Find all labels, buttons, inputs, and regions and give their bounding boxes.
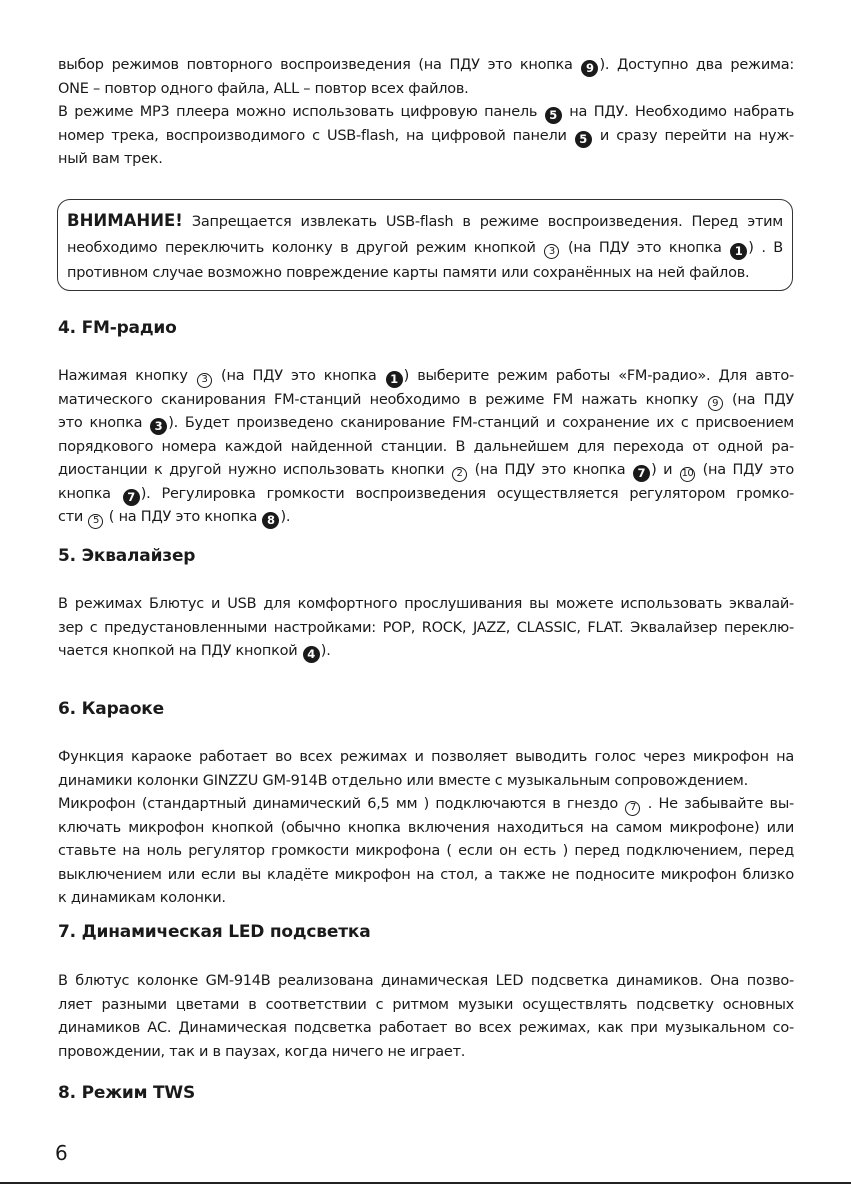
section-6-heading: 6. Караоке: [58, 699, 164, 719]
warning-box: [57, 199, 793, 291]
remote-button-3-icon: 3: [150, 418, 167, 435]
s5-line-1: В режимах Блютус и USB для комфортного прослушивания вы можете использовать эквалай-: [58, 596, 794, 612]
s6-line-3: Микрофон (стандартный динамический 6,5 мм ) подключаются в гнездо 7 . Не забывайте вы-: [58, 793, 794, 817]
s7-line-1: В блютус колонке GM-914B реализована динамическая LED подсветка динамиков. Она позво-: [58, 973, 794, 989]
s5-line-3: чается кнопкой на ПДУ кнопкой 4 ).: [58, 640, 794, 664]
s4-line-2: матического сканирования FM-станций необходимо в режиме FM нажать кнопку 9 (на ПДУ: [58, 389, 794, 413]
intro-line-1: выбор режимов повторного воспроизведения (на ПДУ это кнопка 9 ). Доступно два режима:: [58, 54, 794, 78]
s7-line-4: провождении, так и в паузах, когда ничего не играет.: [58, 1043, 466, 1060]
device-jack-7-icon: 7: [625, 801, 640, 816]
s6-line-2: динамики колонки GINZZU GM-914B отдельно или вместе с музыкальным сопровождением.: [58, 772, 748, 789]
device-button-9-icon: 9: [708, 396, 723, 411]
bottom-rule: [0, 1182, 851, 1184]
remote-button-9-icon: 9: [581, 60, 598, 77]
intro-line-2: ONE – повтор одного файла, ALL – повтор всех файлов.: [58, 80, 469, 97]
remote-button-7-icon: 7: [123, 489, 140, 506]
section-4-text: [58, 365, 794, 530]
s4-line-3: это кнопка 3 ). Будет произведено сканирование FM-станций и сохранение их с присвоением: [58, 412, 794, 436]
s4-line-6: кнопка 7 ). Регулировка громкости воспроизведения осуществляется регулятором громко-: [58, 483, 794, 507]
device-button-5-icon: 5: [88, 514, 103, 529]
warning-label: ВНИМАНИЕ!: [67, 211, 183, 230]
remote-button-5-icon: 5: [575, 131, 592, 148]
section-4-heading: 4. FM-радио: [58, 318, 177, 338]
remote-button-1-icon: 1: [730, 243, 747, 260]
s6-line-5: ставьте на ноль регулятор громкости микрофона ( если он есть ) перед подключением, перед: [58, 843, 794, 859]
s7-line-2: ляет разными цветами в соответствии с ритмом музыки осуществлять подсветку основных: [58, 996, 794, 1013]
remote-button-1-icon: 1: [386, 371, 403, 388]
warning-line-3: противном случае возможно повреждение карты памяти или сохранённых на ней файлов.: [67, 265, 750, 281]
section-7-body: [58, 970, 794, 1064]
s4-line-5: диостанции к другой нужно использовать кнопки 2 (на ПДУ это кнопка 7 ) и 10 (на ПДУ это: [58, 459, 794, 483]
warning-text: [67, 208, 783, 287]
s5-line-2: зер с предустановленными настройками: POP, ROCK, JAZZ, CLASSIC, FLAT. Эквалайзер переклю-: [58, 619, 794, 636]
remote-button-8-icon: 8: [262, 512, 279, 529]
intro-paragraph: [58, 54, 794, 172]
device-button-3-icon: 3: [544, 244, 559, 259]
page-number: 6: [55, 1141, 68, 1165]
s6-line-4: ключать микрофон кнопкой (обычно кнопка включения находиться на самом микрофоне) или: [58, 819, 794, 836]
device-button-2-icon: 2: [452, 467, 467, 482]
remote-button-4-icon: 4: [303, 646, 320, 663]
remote-button-5-icon: 5: [545, 107, 562, 124]
section-8-heading: 8. Режим TWS: [58, 1083, 196, 1103]
intro-line-5: ный вам трек.: [58, 151, 163, 167]
s6-line-1: Функция караоке работает во всех режимах и позволяет выводить голос через микрофон на: [58, 749, 794, 765]
s6-line-6: выключением или если вы кладёте микрофон на стол, а также не подносите микрофон близко: [58, 866, 794, 883]
s4-line-7: сти 5 ( на ПДУ это кнопка 8 ).: [58, 506, 794, 530]
s6-line-7: к динамикам колонки.: [58, 890, 226, 906]
remote-button-7-icon: 7: [633, 465, 650, 482]
section-4-body: [58, 365, 794, 530]
section-7-text: [58, 970, 794, 1064]
intro-text: [58, 54, 794, 172]
warning-line-2: необходимо переключить колонку в другой режим кнопкой 3 (на ПДУ это кнопка 1 ) . В: [67, 236, 783, 262]
device-button-3-icon: 3: [197, 373, 212, 388]
device-button-10-icon: 10: [680, 467, 695, 482]
section-6-text: [58, 746, 794, 911]
section-5-heading: 5. Эквалайзер: [58, 546, 196, 566]
section-5-body: [58, 593, 794, 664]
section-7-heading: 7. Динамическая LED подсветка: [58, 922, 371, 942]
warning-line-1: ВНИМАНИЕ! Запрещается извлекать USB-flash в режиме воспроизведения. Перед этим: [67, 211, 783, 230]
s7-line-3: динамиков АС. Динамическая подсветка работает во всех режимах, как при музыкальном со-: [58, 1020, 794, 1036]
s4-line-4: порядкового номера каждой найденной станции. В дальнейшем для перехода от одной ра-: [58, 438, 794, 455]
section-5-text: [58, 593, 794, 664]
s4-line-1: Нажимая кнопку 3 (на ПДУ это кнопка 1 ) выберите режим работы «FM-радио». Для авто-: [58, 365, 794, 389]
section-6-body: [58, 746, 794, 911]
intro-line-3: В режиме MP3 плеера можно использовать цифровую панель 5 на ПДУ. Необходимо набрать: [58, 101, 794, 125]
intro-line-4: номер трека, воспроизводимого с USB-flash, на цифровой панели 5 и сразу перейти на нуж-: [58, 125, 794, 149]
